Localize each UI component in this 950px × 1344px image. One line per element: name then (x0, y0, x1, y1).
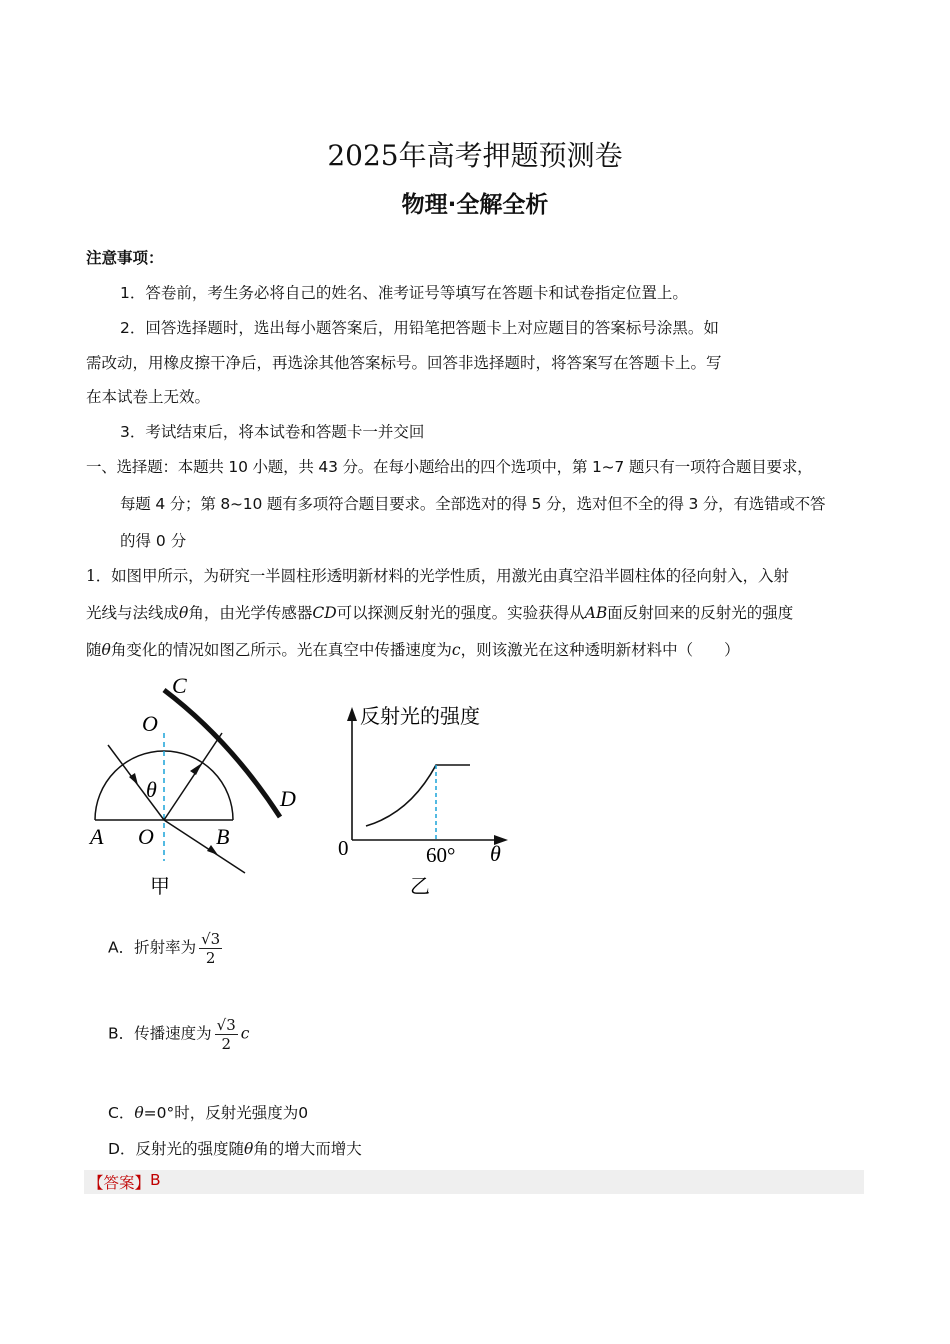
option-a-prefix: A． (108, 938, 135, 957)
theta-symbol: θ (134, 1104, 144, 1122)
option-a[interactable] (108, 930, 225, 967)
option-d-text: 角的增大而增大 (253, 1140, 362, 1158)
option-b-suffix: c (240, 1024, 250, 1043)
label-c: C (172, 673, 187, 698)
notice-item-2-line-1: 2．回答选择题时，选出每小题答案后，用铅笔把答题卡上对应题目的答案标号涂黑。如 (120, 319, 719, 337)
fraction-denominator: 2 (205, 949, 216, 967)
reflected-ray (164, 820, 245, 873)
q1-text: 角变化的情况如图乙所示。光在真空中传播速度为 (110, 641, 452, 659)
answer-value: B (150, 1171, 161, 1189)
option-c-prefix: C． (108, 1104, 135, 1122)
tick-60-label: 60° (426, 843, 456, 867)
q1-text: 光线与法线成 (86, 604, 180, 622)
option-a-text: 折射率为 (134, 938, 197, 957)
figure-yi (330, 695, 520, 900)
fraction-numerator: √3 (216, 1016, 236, 1034)
notice-item-2-line-2: 需改动，用橡皮擦干净后，再选涂其他答案标号。回答非选择题时，将答案写在答题卡上。写 (86, 354, 722, 372)
c-symbol: c (451, 641, 461, 659)
origin-label: 0 (338, 836, 349, 860)
label-d: D (280, 786, 296, 811)
figure-jia (80, 665, 320, 905)
option-d-prefix: D． (108, 1140, 136, 1158)
fraction-numerator: √3 (201, 930, 221, 948)
option-b-prefix: B． (108, 1024, 135, 1043)
intensity-curve (366, 765, 470, 826)
y-axis-arrow (347, 707, 357, 721)
question-1-line-1: 1．如图甲所示，为研究一半圆柱形透明新材料的光学性质，用激光由真空沿半圆柱体的径向射入，入射 (86, 567, 789, 585)
upward-arrow (190, 763, 202, 775)
notice-item-1: 1．答卷前，考生务必将自己的姓名、准考证号等填写在答题卡和试卷指定位置上。 (120, 284, 688, 302)
caption-yi: 乙 (410, 874, 430, 898)
q1-text: 角，由光学传感器 (188, 604, 313, 622)
section-1-line-3: 的得 0 分 (120, 532, 187, 550)
q1-text: ，则该激光在这种透明新材料中（ ） (460, 641, 740, 659)
fraction-denominator: 2 (221, 1035, 231, 1053)
notice-heading: 注意事项： (86, 249, 164, 267)
question-1-line-3 (86, 638, 740, 660)
label-theta: θ (146, 777, 157, 802)
caption-jia: 甲 (150, 874, 170, 898)
cd-symbol: CD (312, 604, 337, 622)
answer-bar (84, 1170, 864, 1194)
page-subtitle: 物理·全解全析 (401, 192, 549, 218)
label-a: A (90, 824, 104, 849)
upward-ray (164, 733, 222, 820)
option-c-text: =0°时，反射光强度为0 (143, 1104, 309, 1122)
y-axis-label: 反射光的强度 (360, 704, 480, 728)
notice-item-2-line-3: 在本试卷上无效。 (86, 388, 211, 406)
option-b-fraction (215, 1016, 238, 1053)
notice-item-3: 3．考试结束后，将本试卷和答题卡一并交回 (120, 423, 425, 441)
option-b[interactable] (108, 1016, 249, 1053)
option-b-text: 传播速度为 (134, 1024, 212, 1043)
theta-symbol: θ (179, 604, 189, 622)
page-title: 2025年高考押题预测卷 (327, 139, 623, 172)
option-c[interactable] (108, 1101, 308, 1123)
option-d-text: 反射光的强度随 (135, 1140, 244, 1158)
section-1-line-2: 每题 4 分；第 8~10 题有多项符合题目要求。全部选对的得 5 分，选对但不全的得 3 分，有选错或不答 (120, 495, 826, 513)
label-b: B (216, 824, 230, 849)
question-1-line-2 (86, 601, 793, 623)
theta-symbol: θ (101, 641, 111, 659)
q1-text: 面反射回来的反射光的强度 (607, 604, 794, 622)
ab-symbol: AB (584, 604, 608, 622)
x-axis-label: θ (490, 841, 501, 866)
label-o: O (138, 824, 154, 849)
label-o-top: O (142, 711, 158, 736)
q1-text: 随 (86, 641, 102, 659)
option-a-fraction (199, 930, 222, 967)
answer-tag: 【答案】 (88, 1174, 151, 1192)
option-d[interactable] (108, 1137, 362, 1159)
theta-symbol: θ (243, 1140, 254, 1158)
q1-text: 可以探测反射光的强度。实验获得从 (336, 604, 585, 622)
section-1-line-1: 一、选择题：本题共 10 小题，共 43 分。在每小题给出的四个选项中，第 1~7 题只有一项符合题目要求， (86, 458, 813, 476)
